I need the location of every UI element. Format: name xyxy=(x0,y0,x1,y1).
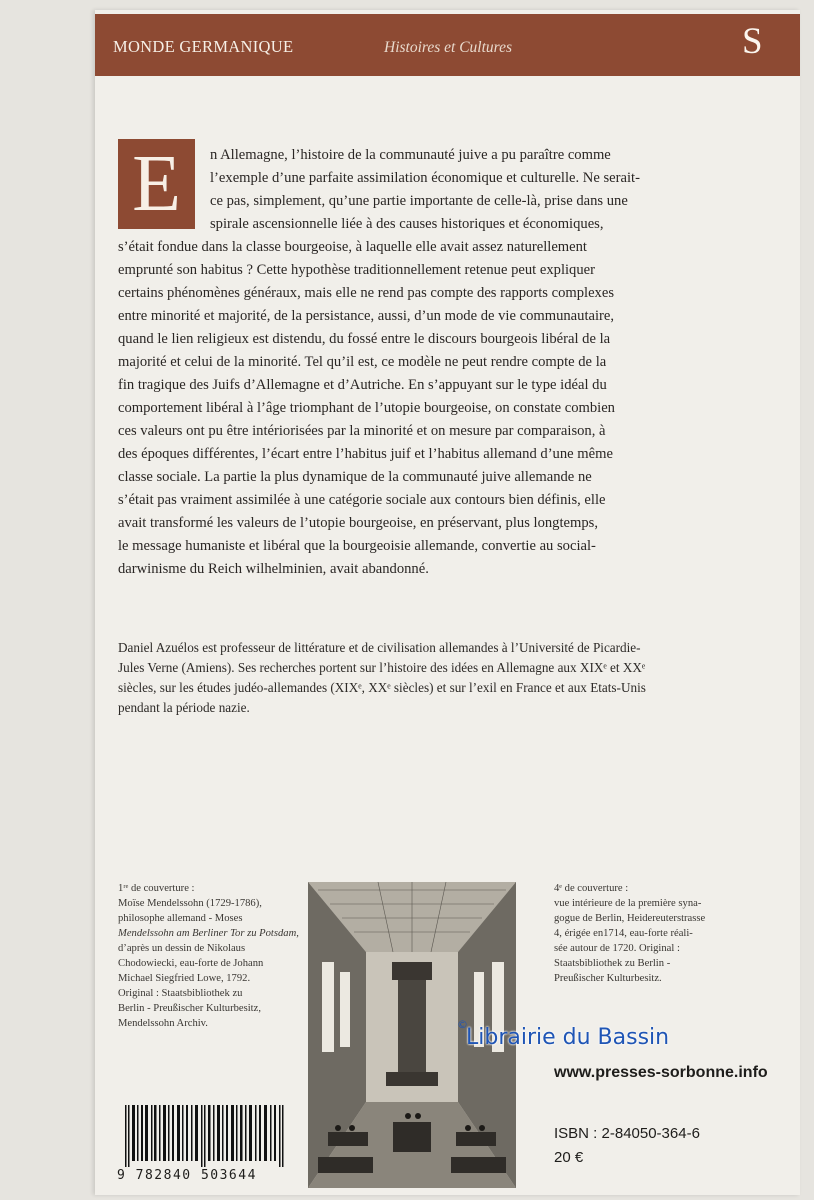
caption-line: Original : Staatsbibliothek zu xyxy=(118,988,243,999)
caption-line: Mendelssohn am Berliner Tor zu Potsdam, xyxy=(118,928,299,939)
blurb-line: ces valeurs ont pu être intériorisées par la minorité et on mesure par comparaison, à xyxy=(118,423,606,439)
blurb-line: ce pas, simplement, qu’une partie importante de celle-là, prise dans une xyxy=(210,193,628,209)
caption-line: Mendelssohn Archiv. xyxy=(118,1018,208,1029)
isbn-number: ISBN : 2-84050-364-6 xyxy=(554,1125,700,1142)
series-subtitle: Histoires et Cultures xyxy=(384,39,513,56)
caption-line: 4ᵉ de couverture : xyxy=(554,883,629,894)
caption-line: gogue de Berlin, Heidereuterstrasse xyxy=(554,913,706,924)
blurb-line: darwinisme du Reich wilhelminien, avait abandonné. xyxy=(118,561,429,577)
bio-line: siècles, sur les études judéo-allemandes (XIXᵉ, XXᵉ siècles) et sur l’exil en France et aux Etats-Unis xyxy=(118,680,646,695)
blurb-line: le message humaniste et libéral que la bourgeoisie allemande, convertie au social- xyxy=(118,538,596,554)
blurb-line: entre minorité et majorité, de la persistance, aussi, d’un mode de vie communautaire, xyxy=(118,308,615,324)
blurb-line: majorité et celui de la minorité. Tel qu’il est, ce modèle ne peut rendre compte de la xyxy=(118,354,607,370)
blurb-line: certains phénomènes généraux, mais elle ne rend pas compte des rapports complexes xyxy=(118,285,615,301)
blurb-line: avait transformé les valeurs de l’utopie bourgeoise, en préservant, plus longtemps, xyxy=(118,515,598,531)
caption-line: 1ʳᵉ de couverture : xyxy=(118,883,195,894)
caption-line: Staatsbibliothek zu Berlin - xyxy=(554,958,671,969)
blurb-line: spirale ascensionnelle liée à des causes historiques et économiques, xyxy=(210,216,604,232)
blurb-line: l’exemple d’une parfaite assimilation économique et culturelle. Ne serait- xyxy=(210,170,640,186)
caption-line: philosophe allemand - Moses xyxy=(118,913,243,924)
caption-line: 4, érigée en1714, eau-forte réali- xyxy=(554,928,693,939)
blurb-line: fin tragique des Juifs d’Allemagne et d’Autriche. En s’appuyant sur le type idéal du xyxy=(118,377,607,393)
blurb-line: des époques différentes, l’écart entre l’habitus juif et l’habitus allemand d’une même xyxy=(118,446,613,462)
bio-line: Daniel Azuélos est professeur de littérature et de civilisation allemandes à l’Université de Picardie- xyxy=(118,640,641,655)
caption-line: Preußischer Kulturbesitz. xyxy=(554,973,662,984)
caption-line: Berlin - Preußischer Kulturbesitz, xyxy=(118,1003,261,1014)
series-banner xyxy=(95,14,800,76)
barcode-digits: 9 782840 503644 xyxy=(117,1168,257,1183)
blurb-line: s’était fondue dans la classe bourgeoise, à laquelle elle avait assez naturellement xyxy=(118,239,587,255)
blurb-line: s’était pas vraiment assimilée à une catégorie sociale aux contours bien définis, elle xyxy=(118,492,606,508)
barcode xyxy=(125,1105,285,1167)
blurb-line: classe sociale. La partie la plus dynamique de la communauté juive allemande ne xyxy=(118,469,592,485)
publisher-logo: S xyxy=(742,21,763,62)
price-label: 20 € xyxy=(554,1149,584,1166)
watermark-mark: © xyxy=(457,1018,468,1031)
blurb-line: quand le lien religieux est distendu, du fossé entre le discours bourgeois libéral de la xyxy=(118,331,611,347)
back-cover xyxy=(95,10,800,1195)
caption-line: vue intérieure de la première syna- xyxy=(554,898,702,909)
series-title: MONDE GERMANIQUE xyxy=(113,37,294,56)
caption-line: d’après un dessin de Nikolaus xyxy=(118,943,246,954)
blurb-line: emprunté son habitus ? Cette hypothèse traditionnellement retenue peut expliquer xyxy=(118,262,595,278)
blurb-line: n Allemagne, l’histoire de la communauté juive a pu paraître comme xyxy=(210,147,611,163)
bio-line: Jules Verne (Amiens). Ses recherches portent sur l’histoire des idées en Allemagne aux XIXᵉ et XXᵉ xyxy=(118,660,646,675)
caption-line: Michael Siegfried Lowe, 1792. xyxy=(118,973,251,984)
publisher-url[interactable]: www.presses-sorbonne.info xyxy=(554,1064,768,1081)
caption-line: sée autour de 1720. Original : xyxy=(554,943,680,954)
blurb-line: comportement libéral à l’âge triomphant de l’utopie bourgeoise, on constate combien xyxy=(118,400,615,416)
caption-line: Chodowiecki, eau-forte de Johann xyxy=(118,958,264,969)
drop-cap: E xyxy=(118,139,195,229)
bio-line: pendant la période nazie. xyxy=(118,700,250,715)
caption-line: Moïse Mendelssohn (1729-1786), xyxy=(118,898,262,909)
bookseller-watermark: Librairie du Bassin xyxy=(466,1025,670,1050)
